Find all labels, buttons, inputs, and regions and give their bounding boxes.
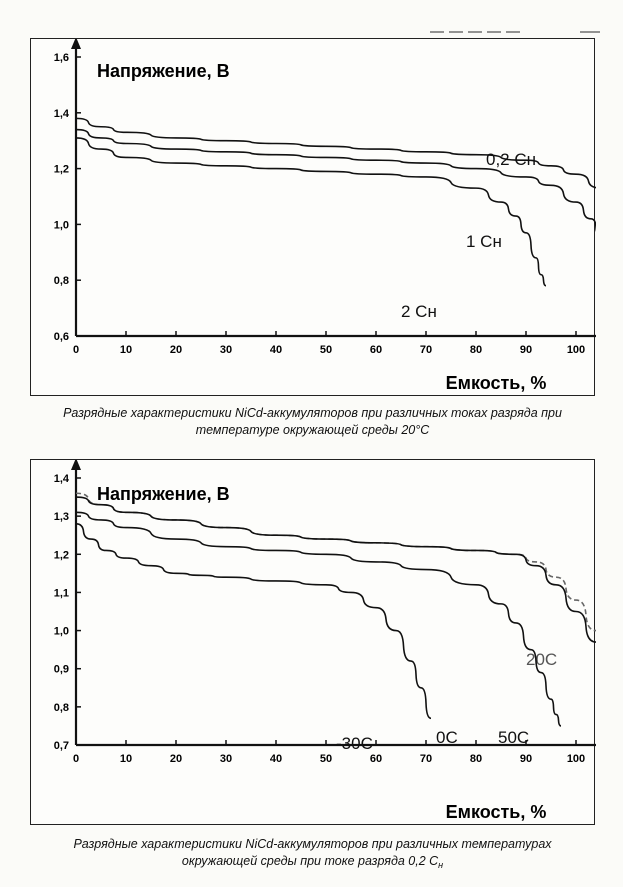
chart1-y-tick-label: 1,0 [53, 219, 69, 232]
chart1-x-tick-label: 0 [72, 344, 80, 356]
chart2-x-tick-label: 20 [169, 753, 183, 765]
chart2-y-tick-label: 0,8 [53, 701, 69, 714]
chart1-x-tick-label: 100 [566, 344, 586, 356]
chart-caption-2 [40, 836, 585, 874]
chart1-x-tick-label: 20 [169, 344, 183, 356]
chart2-y-axis-title: Напряжение, В [97, 484, 230, 504]
chart2-x-tick-label: 10 [119, 753, 133, 765]
chart1-x-tick-label: 50 [319, 344, 333, 356]
chart2-y-tick-label: 0,9 [53, 663, 69, 676]
chart2-series-label: 0С [436, 728, 458, 747]
chart-plot-2 [31, 460, 596, 826]
chart2-y-tick-label: 1,1 [53, 587, 69, 600]
chart2-x-tick-label: 80 [469, 753, 483, 765]
chart1-x-tick-label: 10 [119, 344, 133, 356]
chart1-y-tick-label: 1,2 [53, 163, 69, 176]
chart2-y-tick-label: 1,3 [53, 511, 69, 524]
chart2-y-arrow-icon [71, 460, 81, 470]
chart-caption-2-text: Разрядные характеристики NiCd-аккумуляторов при различных температурах окружающей среды при токе разряда 0,2 С [73, 837, 552, 868]
chart2-y-tick-label: 1,2 [53, 549, 69, 562]
chart2-y-tick-label: 0,7 [53, 740, 69, 752]
chart2-series-line [76, 497, 596, 730]
chart1-x-tick-label: 30 [219, 344, 233, 356]
chart1-x-tick-label: 40 [269, 344, 283, 356]
chart2-x-tick-label: 0 [72, 753, 80, 765]
chart2-series-line [76, 512, 561, 726]
chart2-x-tick-label: 100 [566, 753, 586, 765]
chart-caption-2-subscript: н [438, 860, 444, 870]
chart1-y-tick-label: 0,6 [53, 331, 69, 343]
chart1-series-line [76, 138, 546, 286]
chart2-x-tick-label: 30 [219, 753, 233, 765]
chart2-series-line [76, 524, 431, 719]
chart1-series-label: 2 Сн [401, 302, 437, 321]
chart2-y-tick-label: 1,4 [53, 473, 69, 485]
chart1-x-axis-title: Емкость, % [445, 373, 547, 393]
chart2-x-tick-label: 70 [419, 753, 433, 765]
decorative-dashes [430, 30, 600, 34]
chart-discharge-current [30, 38, 595, 396]
chart2-x-tick-label: 50 [319, 753, 333, 765]
chart2-series-label: 50С [498, 728, 530, 747]
chart2-series-label: 20С [526, 650, 558, 669]
chart1-y-tick-label: 0,8 [53, 275, 69, 288]
chart1-x-tick-label: 60 [369, 344, 383, 356]
chart1-x-tick-label: 70 [419, 344, 433, 356]
chart2-x-tick-label: 60 [369, 753, 383, 765]
chart1-y-axis-title: Напряжение, В [97, 61, 230, 81]
chart-caption-1: Разрядные характеристики NiCd-аккумуляторов при различных токах разряда при температуре окружающей среды 20°С [63, 406, 562, 437]
chart1-series-label: 0,2 Сн [486, 150, 537, 169]
chart1-x-tick-label: 90 [519, 344, 533, 356]
chart2-x-tick-label: 90 [519, 753, 533, 765]
chart1-y-arrow-icon [71, 39, 81, 49]
chart-plot-1 [31, 39, 596, 397]
chart2-x-axis-title: Емкость, % [445, 802, 547, 822]
chart2-y-tick-label: 1,0 [53, 625, 69, 638]
chart1-y-tick-label: 1,4 [53, 107, 69, 120]
chart1-series-line [76, 118, 596, 285]
chart2-series-label: -30С [336, 734, 373, 753]
chart1-series-label: 1 Сн [466, 232, 502, 251]
chart2-x-tick-label: 40 [269, 753, 283, 765]
chart1-x-tick-label: 80 [469, 344, 483, 356]
chart2-series-line [76, 493, 596, 726]
chart1-y-tick-label: 1,6 [53, 52, 69, 64]
chart-discharge-temperature [30, 459, 595, 825]
